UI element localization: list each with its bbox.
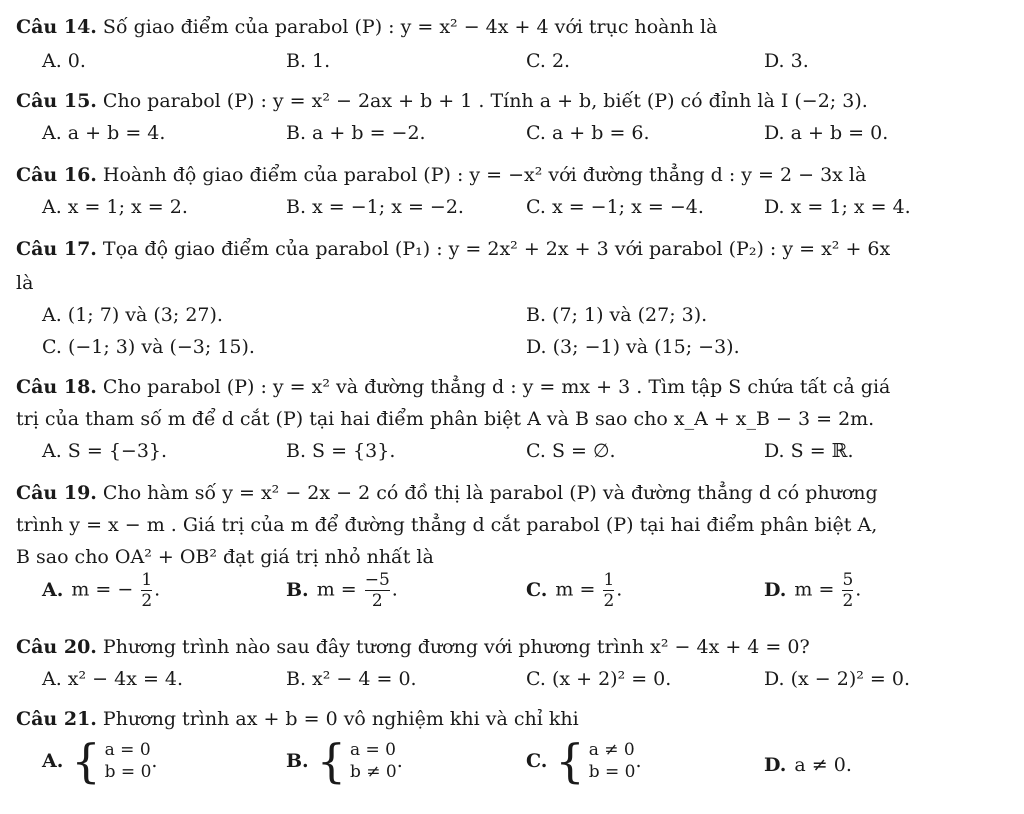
question-19	[16, 480, 878, 506]
q21-option-a-row2: b = 0	[104, 762, 152, 782]
q19-option-d-end: .	[855, 578, 862, 601]
q19-option-b-label: B.	[286, 578, 309, 601]
question-20-number: Câu 20.	[16, 636, 97, 658]
q19-option-d-denominator: 2	[842, 591, 854, 611]
q21-option-d[interactable]	[764, 752, 852, 778]
q19-option-c-lhs: m =	[555, 578, 596, 601]
q19-option-d-fraction	[842, 570, 853, 611]
q18-option-c[interactable]: C. S = ∅.	[526, 440, 616, 462]
q21-option-c-label: C.	[526, 750, 548, 772]
q19-option-b-denominator: 2	[365, 590, 390, 611]
q21-option-c-rows	[589, 739, 636, 783]
q18-option-a[interactable]: A. S = {−3}.	[42, 440, 168, 462]
q19-option-d-lhs: m =	[794, 578, 835, 601]
q18-option-b[interactable]: B. S = {3}.	[286, 440, 396, 462]
q20-option-c[interactable]: C. (x + 2)² = 0.	[526, 668, 672, 690]
q21-option-d-label: D.	[764, 754, 787, 776]
q19-option-c[interactable]	[526, 570, 622, 611]
q19-option-a-fraction	[141, 570, 152, 611]
q14-option-b[interactable]: B. 1.	[286, 50, 331, 72]
question-20	[16, 634, 810, 660]
q21-option-b-rows	[350, 739, 397, 783]
question-14-text: Số giao điểm của parabol (P) : y = x² − 4x + 4 với trục hoành là	[102, 16, 718, 38]
q14-option-a[interactable]: A. 0.	[42, 50, 86, 72]
question-17	[16, 236, 890, 262]
q19-option-a-denominator: 2	[141, 591, 153, 611]
q19-option-a-lhs: m = −	[71, 578, 134, 601]
question-21	[16, 706, 579, 732]
q16-option-b[interactable]: B. x = −1; x = −2.	[286, 196, 464, 218]
q19-option-d-label: D.	[764, 578, 787, 601]
question-21-number: Câu 21.	[16, 708, 97, 730]
q19-option-c-numerator: 1	[603, 570, 615, 590]
q15-option-a[interactable]: A. a + b = 4.	[42, 122, 166, 144]
q21-option-c[interactable]	[526, 734, 642, 788]
q15-option-b[interactable]: B. a + b = −2.	[286, 122, 426, 144]
left-brace-icon: {	[555, 734, 585, 788]
q21-option-c-row1: a ≠ 0	[588, 740, 635, 760]
q21-option-b-row2: b ≠ 0	[349, 762, 397, 782]
question-18-line2: trị của tham số m để d cắt (P) tại hai điểm phân biệt A và B sao cho x_A + x_B − 3 = 2m.	[16, 408, 875, 430]
question-16-number: Câu 16.	[16, 164, 97, 186]
q16-option-d[interactable]: D. x = 1; x = 4.	[764, 196, 911, 218]
q19-option-d[interactable]	[764, 570, 861, 611]
q15-option-d[interactable]: D. a + b = 0.	[764, 122, 889, 144]
q19-option-a-numerator: 1	[141, 570, 153, 590]
q20-option-a[interactable]: A. x² − 4x = 4.	[42, 668, 184, 690]
question-15	[16, 88, 868, 114]
q21-option-b-label: B.	[286, 750, 309, 772]
question-19-text-line1: Cho hàm số y = x² − 2x − 2 có đồ thị là parabol (P) và đường thẳng d có phương	[102, 482, 878, 504]
q17-option-a[interactable]: A. (1; 7) và (3; 27).	[42, 304, 223, 326]
q19-option-c-end: .	[616, 578, 623, 601]
question-17-number: Câu 17.	[16, 238, 97, 260]
q21-option-a[interactable]	[42, 734, 158, 788]
q19-option-c-fraction	[603, 570, 614, 611]
q21-option-d-text: a ≠ 0.	[794, 754, 852, 776]
q16-option-a[interactable]: A. x = 1; x = 2.	[42, 196, 188, 218]
question-18-text-line1: Cho parabol (P) : y = x² và đường thẳng d : y = mx + 3 . Tìm tập S chứa tất cả giá	[102, 376, 891, 398]
q21-option-c-row2: b = 0	[588, 762, 636, 782]
question-14-number: Câu 14.	[16, 16, 97, 38]
q17-option-c[interactable]: C. (−1; 3) và (−3; 15).	[42, 336, 255, 358]
q21-option-a-end: .	[151, 750, 158, 772]
q19-option-d-numerator: 5	[842, 570, 854, 590]
q19-option-c-denominator: 2	[603, 591, 615, 611]
question-17-text-line1: Tọa độ giao điểm của parabol (P₁) : y = 2x² + 2x + 3 với parabol (P₂) : y = x² + 6x	[102, 238, 891, 260]
q21-option-a-label: A.	[42, 750, 64, 772]
q21-option-c-end: .	[635, 750, 642, 772]
q21-option-b-row1: a = 0	[349, 740, 396, 760]
q21-option-a-system	[42, 734, 158, 788]
question-14	[16, 14, 717, 40]
q21-option-b[interactable]	[286, 734, 403, 788]
q21-option-b-end: .	[396, 750, 403, 772]
q19-option-b[interactable]	[286, 570, 398, 611]
q19-option-c-label: C.	[526, 578, 548, 601]
question-20-text: Phương trình nào sau đây tương đương với phương trình x² − 4x + 4 = 0?	[102, 636, 810, 658]
q16-option-c[interactable]: C. x = −1; x = −4.	[526, 196, 704, 218]
q18-option-d[interactable]: D. S = ℝ.	[764, 440, 854, 462]
question-15-number: Câu 15.	[16, 90, 97, 112]
q21-option-b-system	[286, 734, 403, 788]
question-15-text: Cho parabol (P) : y = x² − 2ax + b + 1 . Tính a + b, biết (P) có đỉnh là I (−2; 3).	[102, 90, 868, 112]
q19-option-a-end: .	[154, 578, 161, 601]
q19-option-b-lhs: m =	[316, 578, 357, 601]
q19-option-a-label: A.	[42, 578, 64, 601]
q20-option-b[interactable]: B. x² − 4 = 0.	[286, 668, 417, 690]
q19-option-b-fraction	[365, 570, 390, 611]
left-brace-icon: {	[71, 734, 101, 788]
q21-option-c-system	[526, 734, 642, 788]
q14-option-d[interactable]: D. 3.	[764, 50, 809, 72]
q19-option-a[interactable]	[42, 570, 160, 611]
q20-option-d[interactable]: D. (x − 2)² = 0.	[764, 668, 911, 690]
q21-option-a-rows	[105, 739, 152, 783]
question-17-line2: là	[16, 272, 34, 294]
q19-option-b-end: .	[391, 578, 398, 601]
question-18	[16, 374, 890, 400]
question-16-text: Hoành độ giao điểm của parabol (P) : y = −x² với đường thẳng d : y = 2 − 3x là	[102, 164, 867, 186]
q17-option-d[interactable]: D. (3; −1) và (15; −3).	[526, 336, 740, 358]
question-19-line2: trình y = x − m . Giá trị của m để đường thẳng d cắt parabol (P) tại hai điểm phân biệt A,	[16, 514, 878, 536]
question-21-text: Phương trình ax + b = 0 vô nghiệm khi và chỉ khi	[102, 708, 579, 730]
question-19-number: Câu 19.	[16, 482, 97, 504]
q19-option-b-numerator: −5	[364, 570, 390, 590]
q14-option-c[interactable]: C. 2.	[526, 50, 571, 72]
left-brace-icon: {	[316, 734, 346, 788]
question-19-line3: B sao cho OA² + OB² đạt giá trị nhỏ nhất là	[16, 546, 434, 568]
q21-option-a-row1: a = 0	[104, 740, 151, 760]
q17-option-b[interactable]: B. (7; 1) và (27; 3).	[526, 304, 708, 326]
question-16	[16, 162, 866, 188]
q15-option-c[interactable]: C. a + b = 6.	[526, 122, 650, 144]
question-18-number: Câu 18.	[16, 376, 97, 398]
